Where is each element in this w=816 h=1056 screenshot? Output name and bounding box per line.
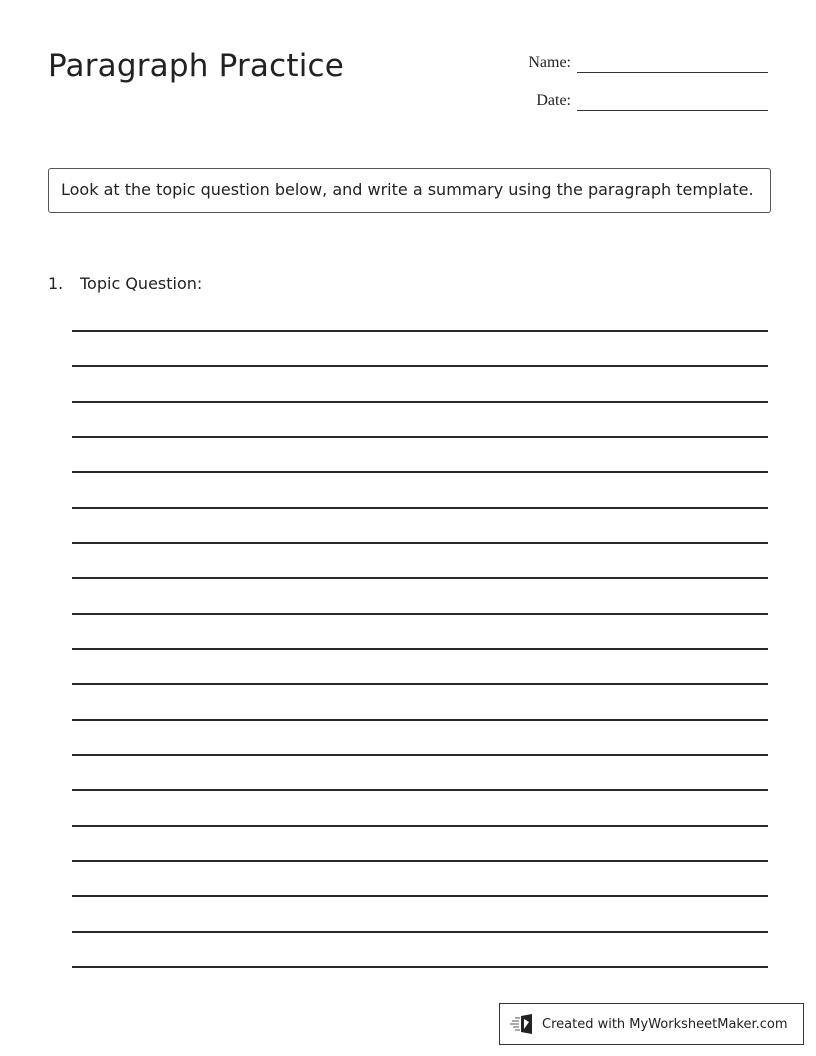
answer-line[interactable] [72,789,768,791]
footer-text: Created with MyWorksheetMaker.com [542,1016,788,1032]
question-label: Topic Question: [80,274,203,293]
name-label: Name: [528,54,571,71]
worksheet-maker-logo-icon [510,1013,540,1035]
answer-line[interactable] [72,471,768,473]
answer-line[interactable] [72,825,768,827]
answer-line[interactable] [72,648,768,650]
answer-line[interactable] [72,719,768,721]
question-1 [48,274,202,293]
name-field [500,50,768,74]
answer-line[interactable] [72,365,768,367]
answer-line[interactable] [72,966,768,968]
answer-line[interactable] [72,931,768,933]
date-input-line[interactable] [577,110,768,111]
answer-line[interactable] [72,895,768,897]
page-title: Paragraph Practice [48,48,345,84]
answer-line[interactable] [72,860,768,862]
answer-line[interactable] [72,330,768,332]
answer-line[interactable] [72,683,768,685]
answer-line[interactable] [72,754,768,756]
name-input-line[interactable] [577,72,768,73]
date-label: Date: [536,92,571,109]
date-field [500,88,768,112]
footer-credit [499,1003,804,1045]
question-number: 1. [48,274,64,293]
answer-line[interactable] [72,613,768,615]
answer-line[interactable] [72,542,768,544]
answer-line[interactable] [72,436,768,438]
answer-line[interactable] [72,401,768,403]
instructions-box: Look at the topic question below, and write a summary using the paragraph template. [48,168,771,213]
answer-line[interactable] [72,577,768,579]
answer-line[interactable] [72,507,768,509]
